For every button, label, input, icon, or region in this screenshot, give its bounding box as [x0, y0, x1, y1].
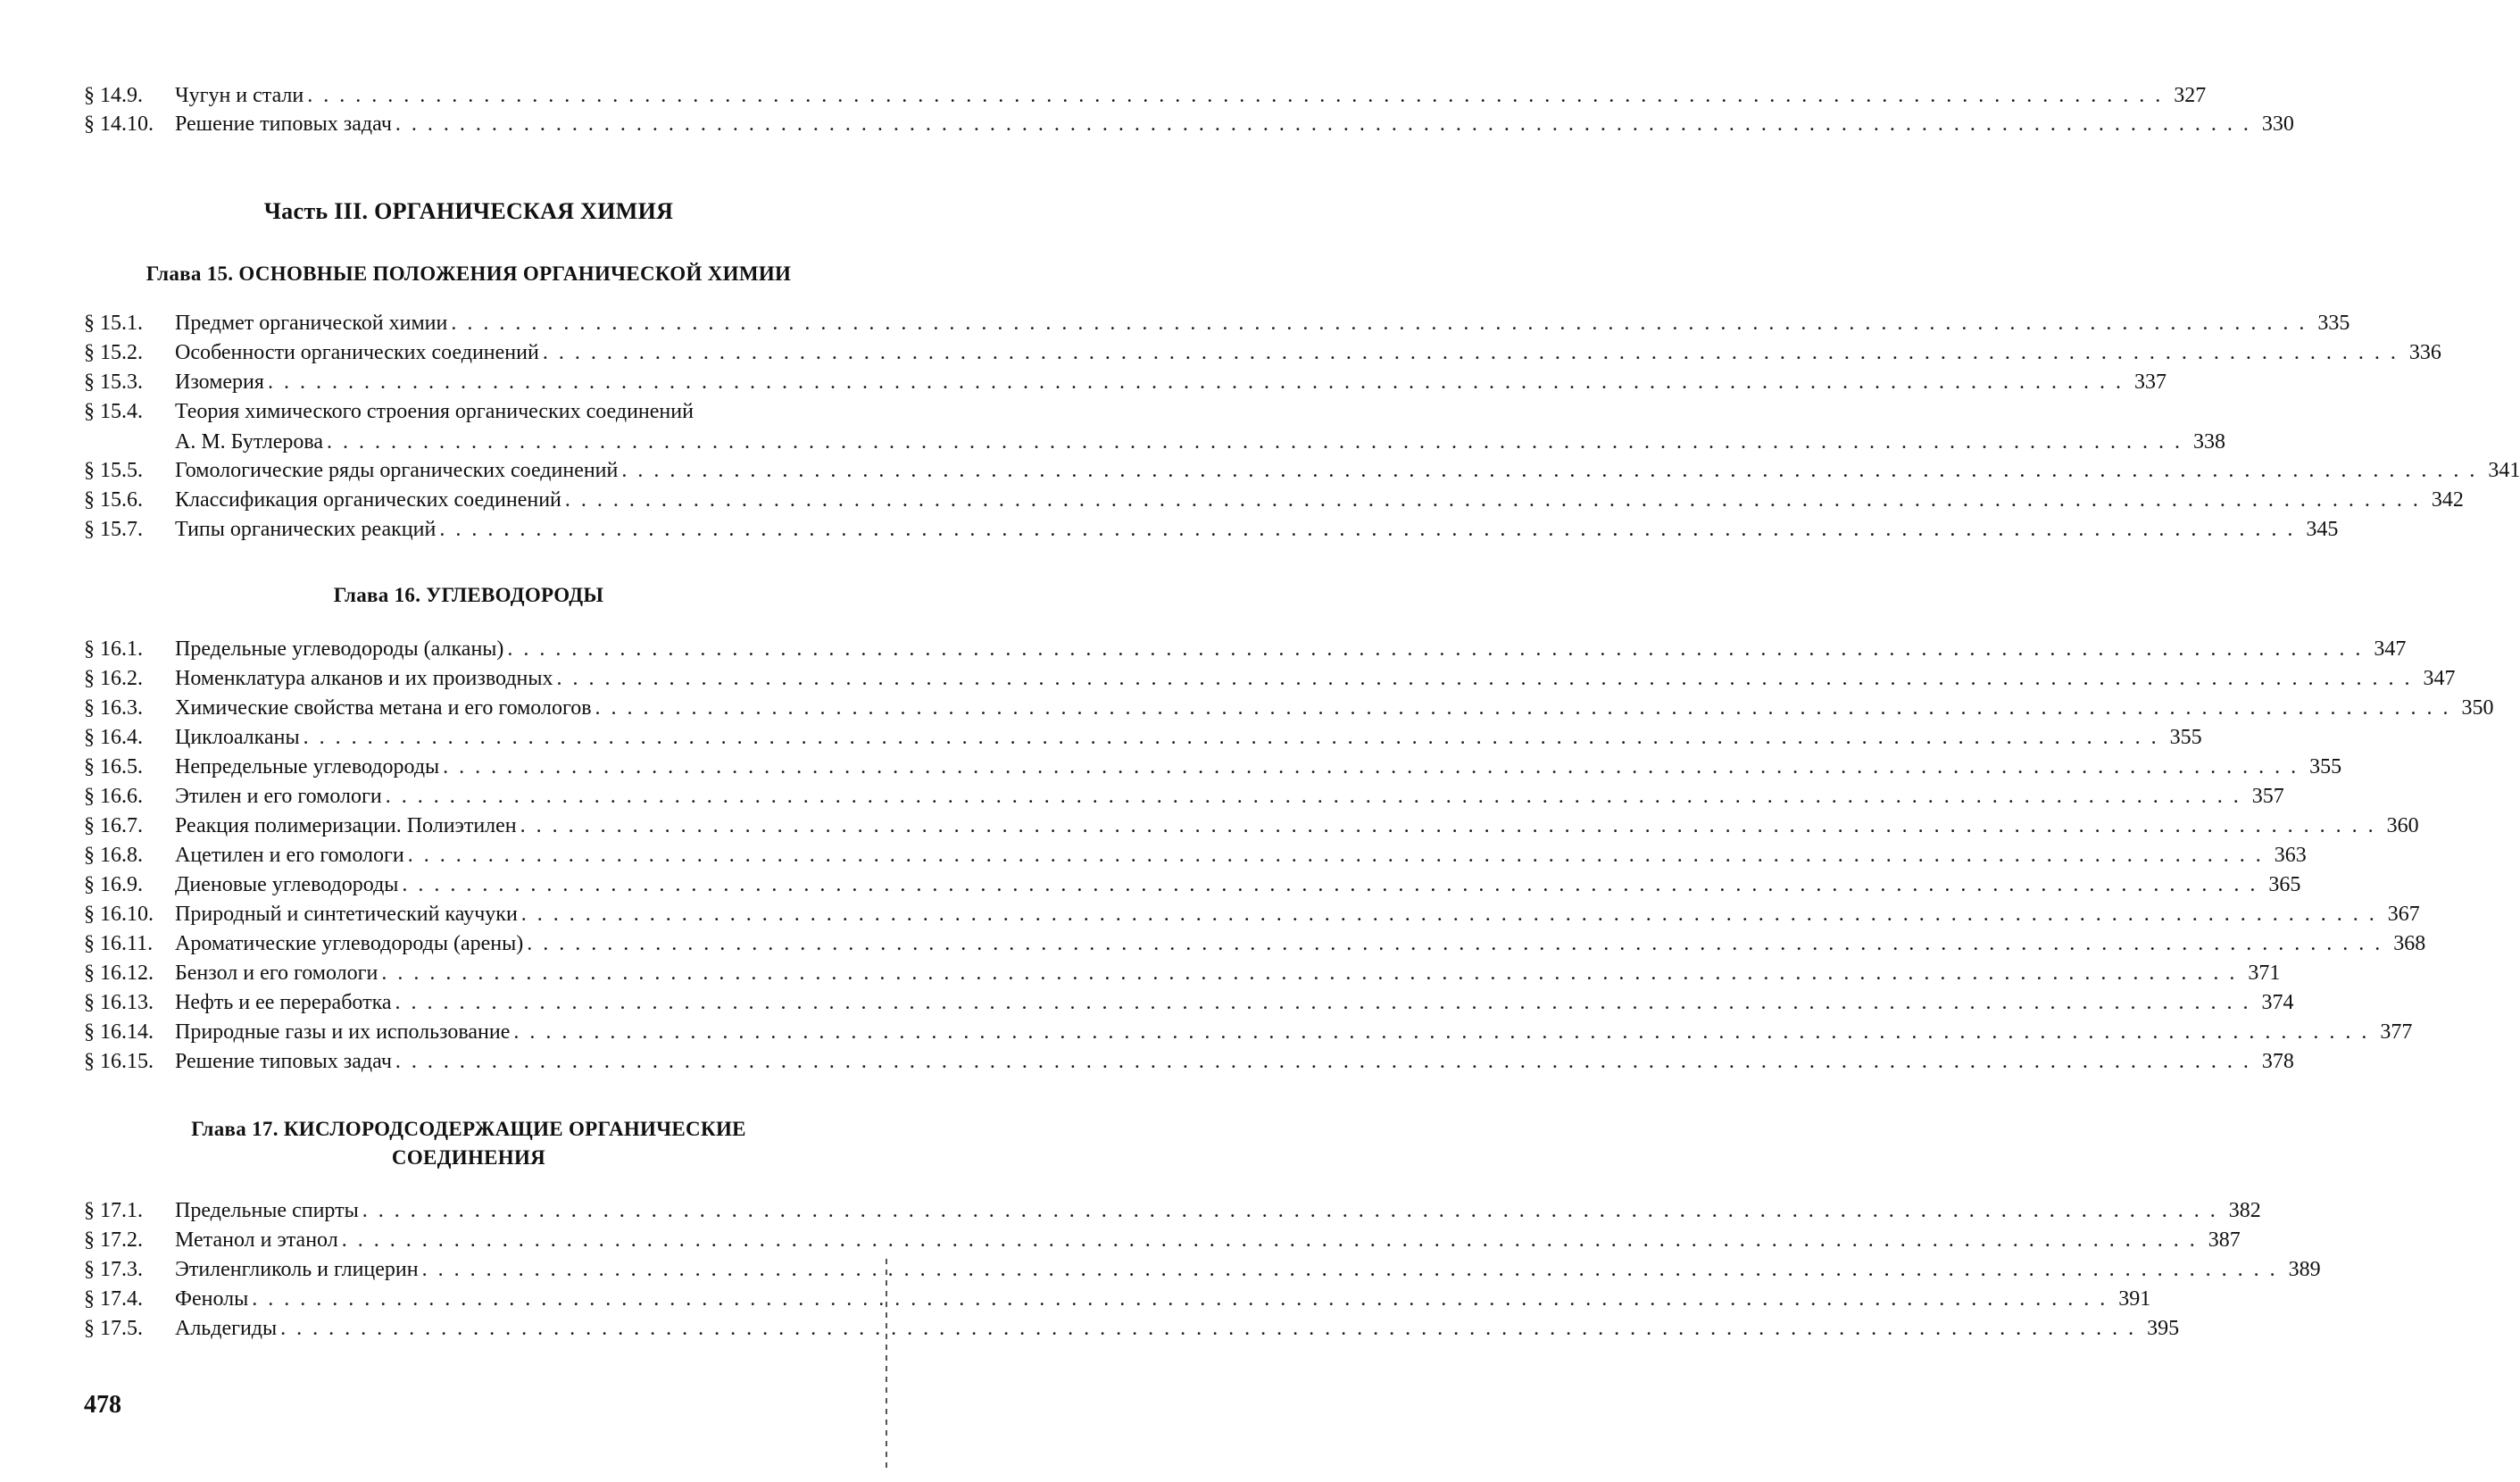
entry-title: Реакция полимеризации. Полиэтилен — [175, 814, 517, 837]
entry-page: 378 — [2261, 1050, 2294, 1073]
chapter-17-heading-line1: Глава 17. КИСЛОРОДСОДЕРЖАЩИЕ ОРГАНИЧЕСКИЕ — [191, 1118, 746, 1140]
entry-number: § 15.4. — [84, 400, 143, 423]
page-number: 478 — [84, 1391, 121, 1419]
toc-entry[interactable] — [84, 1048, 2294, 1075]
entry-title: Природный и синтетический каучуки — [175, 903, 518, 926]
toc-entry[interactable] — [84, 871, 2301, 898]
entry-number: § 15.2. — [84, 341, 143, 364]
entry-page: 395 — [2147, 1317, 2180, 1340]
entry-page: 330 — [2261, 112, 2294, 136]
entry-title: Предельные углеводороды (алканы) — [175, 637, 504, 661]
entry-page: 341 — [2488, 459, 2520, 482]
leader-dots — [342, 1227, 2198, 1253]
leader-dots — [565, 487, 2421, 513]
entry-number: § 17.2. — [84, 1228, 143, 1252]
entry-title: Изомерия — [175, 370, 264, 394]
entry-number: § 15.5. — [84, 459, 143, 482]
entry-title: Теория химического строения органических соединений — [175, 400, 694, 423]
toc-entry[interactable] — [84, 960, 2281, 987]
entry-page: 336 — [2408, 341, 2441, 364]
entry-number: § 16.12. — [84, 962, 154, 985]
leader-dots — [595, 695, 2451, 721]
toc-entry[interactable] — [84, 111, 2294, 137]
entry-number: § 16.6. — [84, 785, 143, 808]
leader-dots — [304, 724, 2159, 751]
entry-title: Особенности органических соединений — [175, 341, 539, 364]
toc-entry[interactable] — [84, 487, 2464, 513]
toc-entry[interactable] — [84, 901, 2420, 928]
entry-page: 345 — [2306, 518, 2339, 541]
chapter-15-heading: Глава 15. ОСНОВНЫЕ ПОЛОЖЕНИЯ ОРГАНИЧЕСКОЙ ХИМИИ — [146, 262, 792, 285]
toc-entry[interactable] — [84, 1197, 2261, 1224]
leader-dots — [381, 960, 2237, 987]
toc-entry[interactable] — [84, 665, 2456, 692]
toc-entry[interactable] — [84, 636, 2407, 662]
toc-entry[interactable] — [84, 339, 2441, 366]
toc-entry[interactable] — [84, 1256, 2321, 1283]
leader-dots — [307, 82, 2163, 109]
toc-entry[interactable] — [84, 812, 2419, 839]
leader-dots — [451, 310, 2307, 337]
toc-entry[interactable] — [84, 989, 2294, 1016]
entry-title: Гомологические ряды органических соединений — [175, 459, 619, 482]
entry-title: Альдегиды — [175, 1317, 278, 1340]
entry-page: 347 — [2423, 667, 2456, 690]
toc-entry[interactable] — [84, 82, 2207, 109]
entry-number: § 16.10. — [84, 903, 154, 926]
toc-entry[interactable] — [84, 695, 2494, 721]
leader-dots — [402, 871, 2258, 898]
entry-title: Предмет органической химии — [175, 312, 448, 335]
entry-number: § 16.1. — [84, 637, 143, 661]
entry-number: § 16.11. — [84, 932, 154, 955]
entry-page: 368 — [2393, 932, 2426, 955]
entry-number: § 16.8. — [84, 844, 143, 867]
entry-title: Диеновые углеводороды — [175, 873, 399, 896]
entry-title: Бензол и его гомологи — [175, 962, 378, 985]
entry-page: 342 — [2431, 488, 2464, 512]
entry-page: 327 — [2174, 84, 2207, 107]
toc-entry[interactable] — [84, 310, 2350, 337]
toc-entry[interactable] — [84, 1315, 2180, 1342]
leader-dots — [395, 1048, 2251, 1075]
entry-page: 387 — [2208, 1228, 2241, 1252]
leader-dots — [280, 1315, 2136, 1342]
entry-page: 338 — [2193, 430, 2226, 454]
entry-number: § 16.2. — [84, 667, 143, 690]
chapter-16-heading: Глава 16. УГЛЕВОДОРОДЫ — [333, 584, 604, 606]
entry-number: § 15.6. — [84, 488, 143, 512]
leader-dots — [327, 429, 2183, 455]
entry-page: 367 — [2387, 903, 2420, 926]
entry-number: § 17.4. — [84, 1287, 143, 1311]
entry-title: Фенолы — [175, 1287, 249, 1311]
entry-number: § 17.3. — [84, 1258, 143, 1281]
entry-page: 347 — [2374, 637, 2407, 661]
leader-dots — [521, 901, 2377, 928]
entry-page: 363 — [2274, 844, 2307, 867]
entry-title-continuation: А. М. Бутлерова — [175, 430, 324, 454]
entry-page: 374 — [2261, 991, 2294, 1014]
entry-title: Нефть и ее переработка — [175, 991, 392, 1014]
leader-dots — [439, 516, 2295, 543]
toc-entry[interactable] — [84, 398, 2226, 455]
leader-dots — [527, 930, 2383, 957]
toc-entry[interactable] — [84, 842, 2307, 869]
entry-number: § 16.14. — [84, 1020, 154, 1044]
entry-title: Ацетилен и его гомологи — [175, 844, 404, 867]
leader-dots — [513, 1019, 2369, 1045]
entry-title: Непредельные углеводороды — [175, 755, 440, 778]
toc-entry[interactable] — [84, 1019, 2413, 1045]
leader-dots — [268, 369, 2124, 395]
leader-dots — [408, 842, 2264, 869]
toc-entry[interactable] — [84, 516, 2339, 543]
entry-title: Предельные спирты — [175, 1199, 359, 1222]
entry-number: § 15.3. — [84, 370, 143, 394]
entry-page: 350 — [2461, 696, 2494, 720]
entry-page: 371 — [2248, 962, 2281, 985]
entry-number: § 15.7. — [84, 518, 143, 541]
entry-title: Номенклатура алканов и их производных — [175, 667, 553, 690]
leader-dots — [395, 111, 2251, 137]
entry-page: 360 — [2386, 814, 2419, 837]
entry-title: Циклоалканы — [175, 726, 300, 749]
entry-title: Ароматические углеводороды (арены) — [175, 932, 524, 955]
toc-entry[interactable] — [84, 369, 2167, 395]
toc-entry[interactable] — [84, 1227, 2241, 1253]
entry-page: 335 — [2317, 312, 2350, 335]
entry-page: 389 — [2288, 1258, 2321, 1281]
entry-number: § 14.9. — [84, 84, 143, 107]
leader-dots — [557, 665, 2413, 692]
toc-entry[interactable] — [84, 457, 2520, 484]
entry-number: § 17.1. — [84, 1199, 143, 1222]
entry-page: 365 — [2268, 873, 2301, 896]
entry-page: 337 — [2133, 370, 2167, 394]
entry-title: Решение типовых задач — [175, 1050, 392, 1073]
toc-entry[interactable] — [84, 724, 2202, 751]
chapter-17-heading-line2: СОЕДИНЕНИЯ — [391, 1146, 546, 1169]
entry-page: 357 — [2251, 785, 2284, 808]
entry-number: § 16.4. — [84, 726, 143, 749]
entry-number: § 16.15. — [84, 1050, 154, 1073]
entry-title: Чугун и стали — [175, 84, 304, 107]
entry-title: Типы органических реакций — [175, 518, 437, 541]
entry-page: 382 — [2228, 1199, 2261, 1222]
leader-dots — [395, 989, 2251, 1016]
entry-number: § 16.7. — [84, 814, 143, 837]
leader-dots — [520, 812, 2376, 839]
entry-title: Метанол и этанол — [175, 1228, 338, 1252]
entry-page: 355 — [2309, 755, 2342, 778]
scan-edge-mark — [886, 1259, 887, 1473]
entry-title: Решение типовых задач — [175, 112, 392, 136]
toc-entry[interactable] — [84, 753, 2342, 780]
entry-number: § 15.1. — [84, 312, 143, 335]
entry-title: Этилен и его гомологи — [175, 785, 382, 808]
entry-number: § 16.5. — [84, 755, 143, 778]
entry-number: § 16.13. — [84, 991, 154, 1014]
entry-page: 355 — [2169, 726, 2202, 749]
toc-entry[interactable] — [84, 930, 2426, 957]
leader-dots — [386, 783, 2241, 810]
part-heading: Часть III. ОРГАНИЧЕСКАЯ ХИМИЯ — [263, 198, 674, 224]
leader-dots — [362, 1197, 2218, 1224]
leader-dots — [252, 1286, 2108, 1312]
entry-title: Этиленгликоль и глицерин — [175, 1258, 419, 1281]
entry-title: Природные газы и их использование — [175, 1020, 511, 1044]
leader-dots — [543, 339, 2399, 366]
entry-number: § 14.10. — [84, 112, 154, 136]
entry-number: § 16.3. — [84, 696, 143, 720]
toc-entry[interactable] — [84, 783, 2284, 810]
entry-page: 377 — [2380, 1020, 2413, 1044]
entry-title: Классификация органических соединений — [175, 488, 561, 512]
entry-page: 391 — [2118, 1287, 2151, 1311]
leader-dots — [507, 636, 2363, 662]
leader-dots — [422, 1256, 2278, 1283]
leader-dots — [443, 753, 2299, 780]
toc-entry[interactable] — [84, 1286, 2151, 1312]
leader-dots — [621, 457, 2477, 484]
entry-title: Химические свойства метана и его гомологов — [175, 696, 592, 720]
entry-number: § 16.9. — [84, 873, 143, 896]
entry-number: § 17.5. — [84, 1317, 143, 1340]
